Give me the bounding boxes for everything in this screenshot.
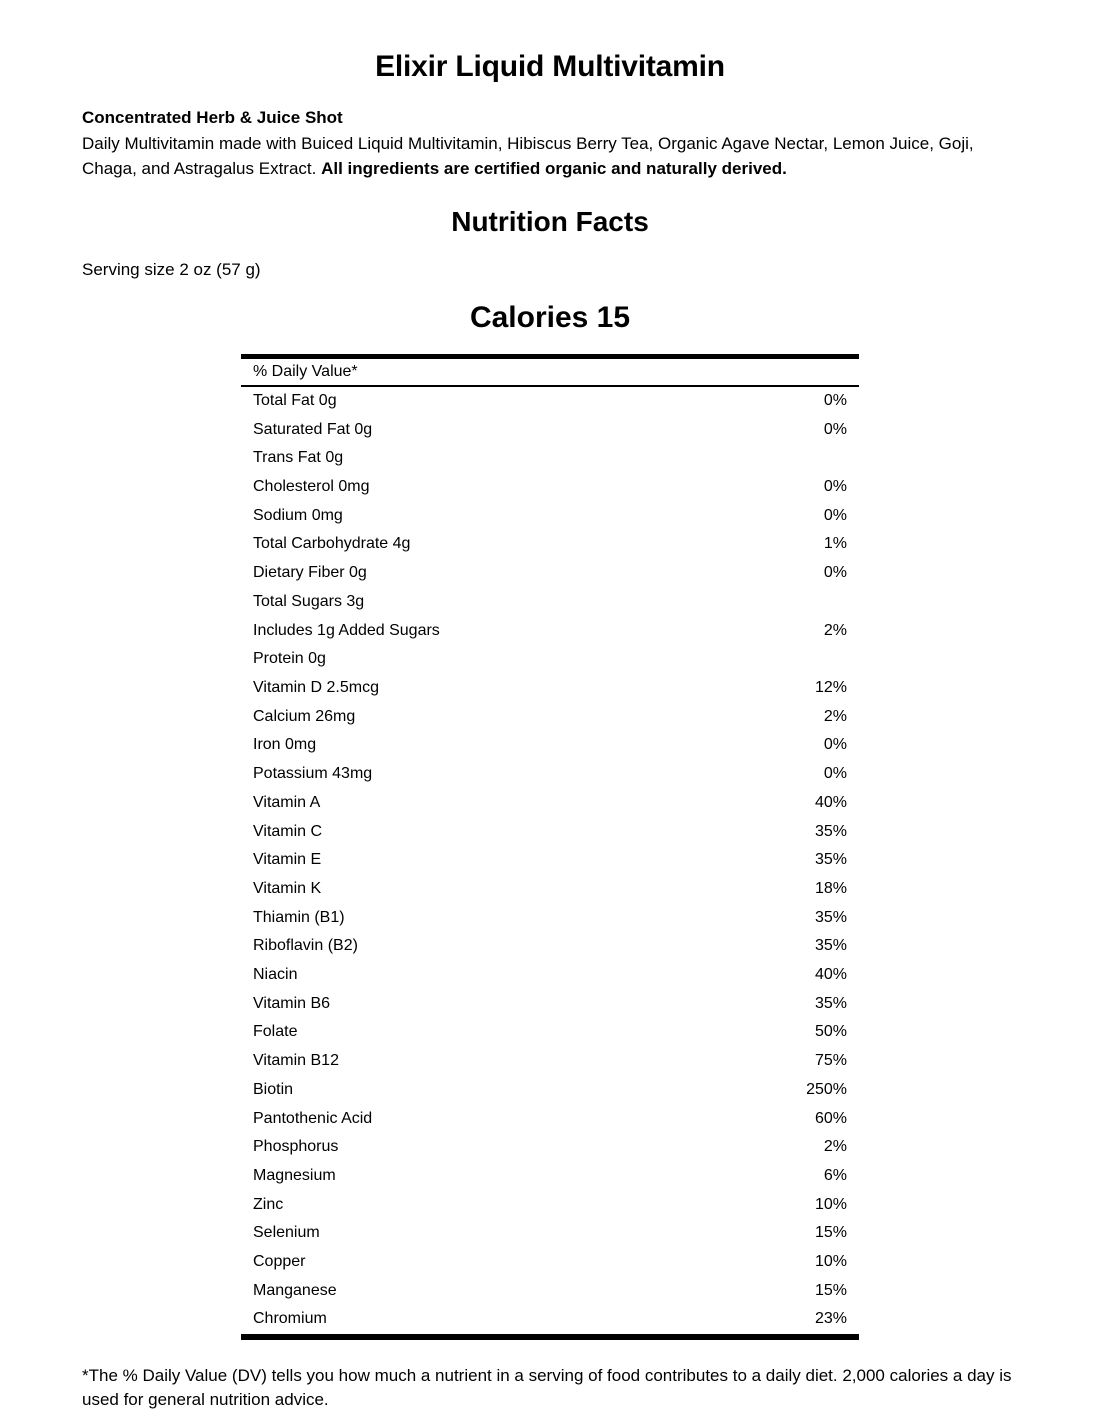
table-row	[241, 1248, 859, 1277]
nutrient-daily-value: 23%	[814, 1310, 847, 1328]
table-row	[241, 961, 859, 990]
nutrient-name: Thiamin (B1)	[253, 908, 345, 926]
table-row	[241, 1018, 859, 1047]
nutrient-daily-value: 35%	[814, 851, 847, 869]
nutrient-daily-value: 50%	[814, 1023, 847, 1041]
nutrient-daily-value: 60%	[814, 1109, 847, 1127]
nutrient-daily-value: 6%	[823, 1166, 847, 1184]
table-row	[241, 559, 859, 588]
nutrient-daily-value: 0%	[823, 478, 847, 496]
nutrient-daily-value: 35%	[814, 908, 847, 926]
table-row	[241, 846, 859, 875]
nutrient-daily-value: 2%	[823, 1138, 847, 1156]
table-row	[241, 904, 859, 933]
nutrient-daily-value	[729, 645, 859, 674]
nutrient-name: Magnesium	[253, 1166, 336, 1184]
table-row	[241, 731, 859, 760]
table-row	[241, 818, 859, 847]
nutrient-name: Zinc	[253, 1195, 284, 1213]
table-row	[241, 386, 859, 416]
table-row	[241, 1133, 859, 1162]
table-row	[241, 1047, 859, 1076]
nutrition-facts-table	[241, 354, 859, 1340]
nutrient-daily-value: 10%	[814, 1195, 847, 1213]
serving-size-text: Serving size 2 oz (57 g)	[82, 260, 261, 280]
nutrient-name: Cholesterol 0mg	[253, 478, 370, 496]
table-row	[241, 789, 859, 818]
nutrient-daily-value: 35%	[814, 822, 847, 840]
nutrition-facts-title: Nutrition Facts	[451, 206, 649, 238]
nutrient-daily-value: 35%	[814, 994, 847, 1012]
nutrient-name: Vitamin E	[253, 851, 322, 869]
table-row	[241, 990, 859, 1019]
nutrient-daily-value	[729, 588, 859, 617]
nutrient-name: Saturated Fat 0g	[253, 420, 373, 438]
product-description	[82, 129, 1012, 181]
nutrient-name: Manganese	[253, 1281, 337, 1299]
calories-text: Calories 15	[469, 301, 631, 335]
table-row	[241, 588, 859, 617]
table-row	[241, 416, 859, 445]
nutrient-daily-value: 1%	[823, 535, 847, 553]
nutrient-name: Dietary Fiber 0g	[253, 564, 367, 582]
nutrient-name: Protein 0g	[253, 650, 326, 668]
nutrient-daily-value: 0%	[823, 564, 847, 582]
nutrient-name: Trans Fat 0g	[253, 449, 344, 467]
nutrient-daily-value: 15%	[814, 1281, 847, 1299]
nutrient-name: Calcium 26mg	[253, 707, 356, 725]
nutrient-daily-value: 18%	[814, 879, 847, 897]
nutrition-table-container	[241, 337, 859, 1340]
nutrient-name: Copper	[253, 1253, 306, 1271]
nutrient-daily-value: 10%	[814, 1253, 847, 1271]
nutrient-daily-value: 2%	[823, 707, 847, 725]
description-bold-text: All ingredients are certified organic and naturally derived.	[321, 158, 787, 178]
table-row	[241, 760, 859, 789]
nutrient-daily-value: 15%	[814, 1224, 847, 1242]
nutrient-daily-value: 40%	[814, 966, 847, 984]
nutrient-name: Vitamin K	[253, 879, 322, 897]
nutrient-name: Selenium	[253, 1224, 320, 1242]
product-title: Elixir Liquid Multivitamin	[375, 50, 725, 83]
nutrient-name: Total Fat 0g	[253, 391, 337, 409]
nutrient-name: Vitamin B12	[253, 1052, 339, 1070]
daily-value-footnote: *The % Daily Value (DV) tells you how much a nutrient in a serving of food contributes to a daily diet. 2,000 calories a day is used for general nutrition advice.	[82, 1366, 1012, 1410]
nutrition-table-body	[241, 356, 859, 1337]
table-row	[241, 1105, 859, 1134]
nutrient-name: Total Sugars 3g	[253, 592, 365, 610]
nutrient-daily-value: 35%	[814, 937, 847, 955]
nutrient-name: Vitamin B6	[253, 994, 331, 1012]
nutrient-name: Biotin	[253, 1080, 294, 1098]
table-row	[241, 1277, 859, 1306]
table-row	[241, 1219, 859, 1248]
nutrient-daily-value: 12%	[814, 679, 847, 696]
nutrient-daily-value: 0%	[823, 736, 847, 754]
nutrient-name: Pantothenic Acid	[253, 1109, 373, 1127]
table-row	[241, 473, 859, 502]
table-row	[241, 502, 859, 531]
nutrient-daily-value: 0%	[823, 391, 847, 409]
nutrient-name: Vitamin A	[253, 793, 321, 811]
table-row	[241, 932, 859, 961]
nutrient-name: Sodium 0mg	[253, 506, 343, 524]
nutrient-daily-value: 2%	[823, 621, 847, 639]
daily-value-header-label: % Daily Value*	[241, 356, 859, 386]
nutrient-name: Vitamin D 2.5mcg	[253, 679, 379, 696]
nutrient-name: Riboflavin (B2)	[253, 937, 358, 955]
nutrient-name: Phosphorus	[253, 1138, 339, 1156]
table-row	[241, 1191, 859, 1220]
table-row	[241, 617, 859, 646]
table-row	[241, 444, 859, 473]
nutrient-name: Folate	[253, 1023, 298, 1041]
nutrient-daily-value: 0%	[823, 506, 847, 524]
nutrient-name: Total Carbohydrate 4g	[253, 535, 411, 553]
table-row	[241, 1162, 859, 1191]
daily-value-header-row	[241, 356, 859, 386]
table-row	[241, 530, 859, 559]
product-subtitle: Concentrated Herb & Juice Shot	[82, 107, 343, 127]
nutrient-daily-value: 40%	[814, 793, 847, 811]
nutrient-daily-value: 250%	[806, 1080, 847, 1098]
nutrient-name: Niacin	[253, 966, 298, 984]
table-row	[241, 645, 859, 674]
nutrient-name: Vitamin C	[253, 822, 323, 840]
nutrient-name: Includes 1g Added Sugars	[253, 621, 440, 639]
table-row	[241, 674, 859, 703]
nutrient-daily-value	[729, 444, 859, 473]
nutrient-daily-value: 0%	[823, 765, 847, 783]
nutrient-name: Iron 0mg	[253, 736, 317, 754]
table-row	[241, 1305, 859, 1337]
table-row	[241, 1076, 859, 1105]
nutrient-name: Chromium	[253, 1310, 327, 1328]
nutrient-daily-value: 0%	[823, 420, 847, 438]
table-row	[241, 875, 859, 904]
table-row	[241, 703, 859, 732]
nutrient-daily-value: 75%	[814, 1052, 847, 1070]
nutrient-name: Potassium 43mg	[253, 765, 373, 783]
description-plain-text: Daily Multivitamin made with Buiced Liquid Multivitamin, Hibiscus Berry Tea, Organic Agave Nectar, Lemon Juice, Goji, Chaga, and Astragalus Extract.	[82, 134, 974, 178]
